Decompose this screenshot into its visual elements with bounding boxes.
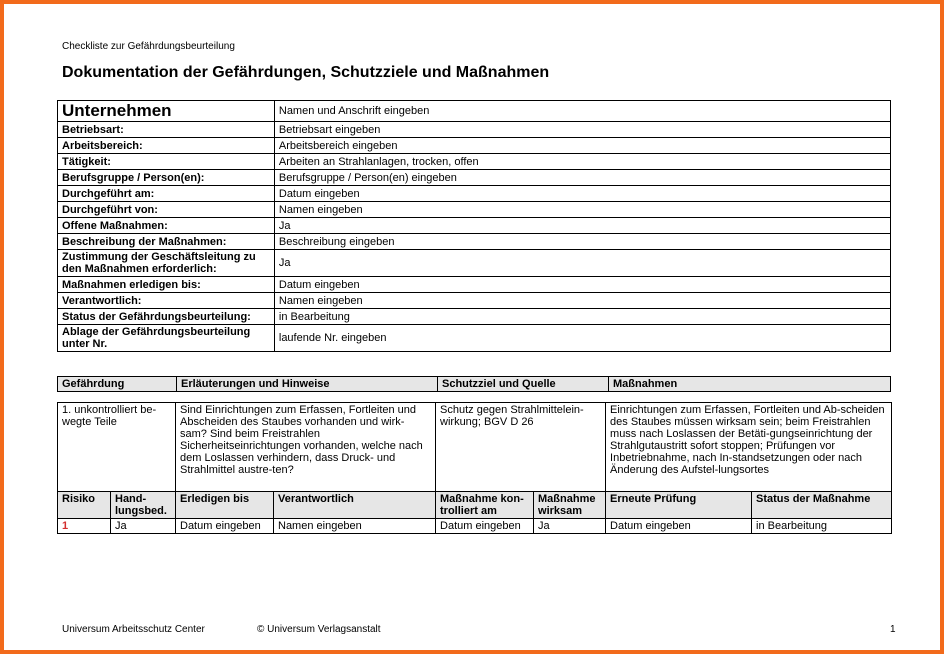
responsible-header: Verantwortlich [274, 492, 436, 519]
header-hazard: Gefährdung [58, 377, 177, 392]
page-title: Dokumentation der Gefährdungen, Schutzziele und Maßnahmen [62, 64, 550, 81]
status-value[interactable]: in Bearbeitung [752, 519, 892, 534]
hazard-explanation: Sind Einrichtungen zum Erfassen, Fortleiten und Abscheiden des Staubes vorhanden und wirk-sam? Sind beim Freistrahlen Sicherheitseinrichtungen vorhanden, welche nach dem Loslassen verhindern, dass Druck- und Strahlmittel austre-ten? [176, 403, 436, 492]
done-by-value[interactable]: Datum eingeben [176, 519, 274, 534]
company-value[interactable]: Namen und Anschrift eingeben [274, 101, 890, 122]
info-value[interactable]: Betriebsart eingeben [274, 122, 890, 138]
info-value[interactable]: in Bearbeitung [274, 309, 890, 325]
info-label: Verantwortlich: [58, 293, 275, 309]
info-row [58, 202, 891, 218]
page-number: 1 [890, 624, 896, 635]
done-by-header: Erledigen bis [176, 492, 274, 519]
info-value[interactable]: Arbeitsbereich eingeben [274, 138, 890, 154]
effective-value[interactable]: Ja [534, 519, 606, 534]
header-measures: Maßnahmen [609, 377, 891, 392]
recheck-value[interactable]: Datum eingeben [606, 519, 752, 534]
info-row [58, 277, 891, 293]
hazard-name: 1. unkontrolliert be-wegte Teile [58, 403, 176, 492]
info-row [58, 138, 891, 154]
company-row [58, 101, 891, 122]
info-row [58, 309, 891, 325]
info-value[interactable]: Ja [274, 218, 890, 234]
info-row [58, 293, 891, 309]
info-value[interactable]: Namen eingeben [274, 202, 890, 218]
info-row [58, 122, 891, 138]
info-label: Berufsgruppe / Person(en): [58, 170, 275, 186]
hazard-subheader-row [58, 492, 892, 519]
info-label: Durchgeführt von: [58, 202, 275, 218]
header-explanation: Erläuterungen und Hinweise [177, 377, 438, 392]
info-label: Arbeitsbereich: [58, 138, 275, 154]
risk-value[interactable]: 1 [58, 519, 111, 534]
info-label: Beschreibung der Maßnahmen: [58, 234, 275, 250]
risk-header: Risiko [58, 492, 111, 519]
info-value[interactable]: Datum eingeben [274, 277, 890, 293]
info-row [58, 154, 891, 170]
info-value[interactable]: Ja [274, 250, 890, 277]
effective-header: Maßnahme wirksam [534, 492, 606, 519]
info-label: Betriebsart: [58, 122, 275, 138]
hazard-header-table [57, 376, 891, 392]
hazard-goal: Schutz gegen Strahlmittelein-wirkung; BGV D 26 [436, 403, 606, 492]
info-label: Zustimmung der Geschäftsleitung zu den Maßnahmen erforderlich: [58, 250, 275, 277]
info-label: Durchgeführt am: [58, 186, 275, 202]
info-label: Ablage der Gefährdungsbeurteilung unter Nr. [58, 325, 275, 352]
info-row [58, 218, 891, 234]
info-value[interactable]: Arbeiten an Strahlanlagen, trocken, offen [274, 154, 890, 170]
hazard-table [57, 402, 892, 534]
page-label: Checkliste zur Gefährdungsbeurteilung [62, 41, 235, 52]
info-value[interactable]: Datum eingeben [274, 186, 890, 202]
action-needed-header: Hand-lungsbed. [111, 492, 176, 519]
info-value[interactable]: Berufsgruppe / Person(en) eingeben [274, 170, 890, 186]
info-label: Status der Gefährdungsbeurteilung: [58, 309, 275, 325]
footer-copyright: © Universum Verlagsanstalt [257, 624, 381, 635]
hazard-values-row [58, 519, 892, 534]
info-row [58, 186, 891, 202]
responsible-value[interactable]: Namen eingeben [274, 519, 436, 534]
hazard-row [58, 403, 892, 492]
company-label: Unternehmen [58, 101, 275, 122]
info-label: Tätigkeit: [58, 154, 275, 170]
hazard-measures: Einrichtungen zum Erfassen, Fortleiten und Ab-scheiden des Staubes müssen wirksam sein; beim Freistrahlen muss nach Loslassen der Betäti-gungseinrichtung der Strahlgutaustritt sofort stoppen; Prüfungen vor Inbetriebnahme, nach In-standsetzungen oder nach Änderung des Aufstel-lungsortes [606, 403, 892, 492]
info-row [58, 250, 891, 277]
footer-left: Universum Arbeitsschutz Center [62, 624, 205, 635]
info-row [58, 325, 891, 352]
status-header: Status der Maßnahme [752, 492, 892, 519]
action-needed-value[interactable]: Ja [111, 519, 176, 534]
info-value[interactable]: Beschreibung eingeben [274, 234, 890, 250]
checked-at-value[interactable]: Datum eingeben [436, 519, 534, 534]
info-label: Offene Maßnahmen: [58, 218, 275, 234]
checked-at-header: Maßnahme kon-trolliert am [436, 492, 534, 519]
info-value[interactable]: Namen eingeben [274, 293, 890, 309]
company-info-table [57, 100, 891, 352]
recheck-header: Erneute Prüfung [606, 492, 752, 519]
info-label: Maßnahmen erledigen bis: [58, 277, 275, 293]
header-goal: Schutzziel und Quelle [438, 377, 609, 392]
info-value[interactable]: laufende Nr. eingeben [274, 325, 890, 352]
info-row [58, 170, 891, 186]
info-row [58, 234, 891, 250]
